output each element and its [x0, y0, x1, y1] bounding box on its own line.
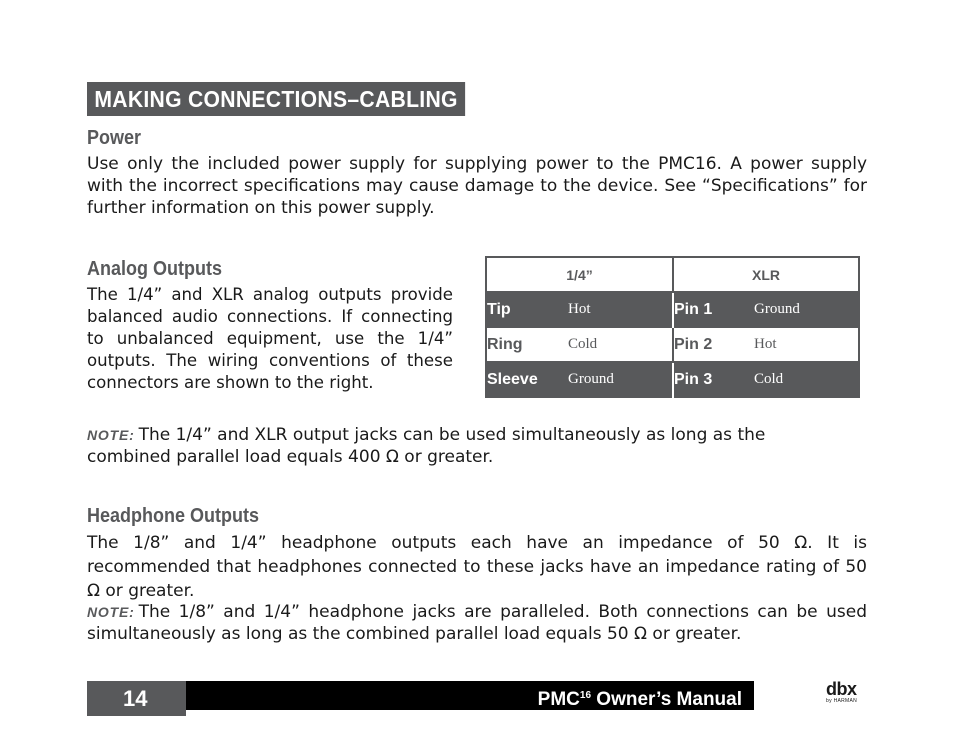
wiring-row-tip	[486, 292, 859, 327]
wiring-value: Hot	[568, 292, 673, 327]
wiring-table-header-row	[486, 257, 859, 292]
dbx-logo	[826, 680, 870, 710]
section-title: MAKING CONNECTIONS–CABLING	[87, 82, 465, 116]
note-label: NOTE:	[87, 427, 135, 443]
note-output-jacks	[87, 424, 847, 468]
note-label: NOTE:	[87, 604, 135, 620]
wiring-value: Ground	[754, 292, 859, 327]
manual-model: PMC	[537, 689, 580, 710]
wiring-label: Pin 1	[673, 292, 754, 327]
wiring-value: Ground	[568, 362, 673, 397]
wiring-row-ring	[486, 327, 859, 362]
page-number: 14	[87, 681, 186, 716]
wiring-header-xlr: XLR	[673, 257, 859, 292]
wiring-value: Hot	[754, 327, 859, 362]
headphone-outputs-heading: Headphone Outputs	[87, 505, 259, 527]
note-text: The 1/4” and XLR output jacks can be used simultaneously as long as the combined parallel load equals 400 Ω or greater.	[87, 425, 766, 467]
wiring-label: Ring	[486, 327, 568, 362]
logo-subtext: by HARMAN	[826, 698, 858, 704]
power-heading: Power	[87, 127, 142, 149]
wiring-label: Tip	[486, 292, 568, 327]
manual-model-superscript: 16	[579, 690, 592, 701]
logo-mark: dbx	[826, 679, 857, 699]
wiring-row-sleeve	[486, 362, 859, 397]
wiring-value: Cold	[568, 327, 673, 362]
manual-title-suffix: Owner’s Manual	[591, 689, 742, 710]
analog-outputs-paragraph: The 1/4” and XLR analog outputs provide balanced audio connections. If connecting to unbalanced equipment, use the 1/4” outputs. The wiring conventions of these connectors are shown to the right.	[87, 285, 453, 392]
wiring-label: Pin 2	[673, 327, 754, 362]
wiring-label: Sleeve	[486, 362, 568, 397]
headphone-outputs-paragraph: The 1/8” and 1/4” headphone outputs each have an impedance of 50 Ω. It is recommended that headphones connected to these jacks have an impedance rating of 50 Ω or greater.	[87, 533, 867, 601]
wiring-header-quarter-inch: 1/4”	[486, 257, 673, 292]
wiring-table	[485, 256, 860, 398]
note-headphone-jacks	[87, 601, 867, 645]
wiring-label: Pin 3	[673, 362, 754, 397]
note-text: The 1/8” and 1/4” headphone jacks are paralleled. Both connections can be used simultaneously as long as the combined parallel load equals 50 Ω or greater.	[87, 602, 867, 644]
wiring-value: Cold	[754, 362, 859, 397]
footer-manual-title	[186, 681, 754, 710]
power-paragraph: Use only the included power supply for supplying power to the PMC16. A power supply with the incorrect specifications may cause damage to the device. See “Specifications” for further information on this power supply.	[87, 154, 867, 218]
analog-outputs-heading: Analog Outputs	[87, 258, 222, 280]
